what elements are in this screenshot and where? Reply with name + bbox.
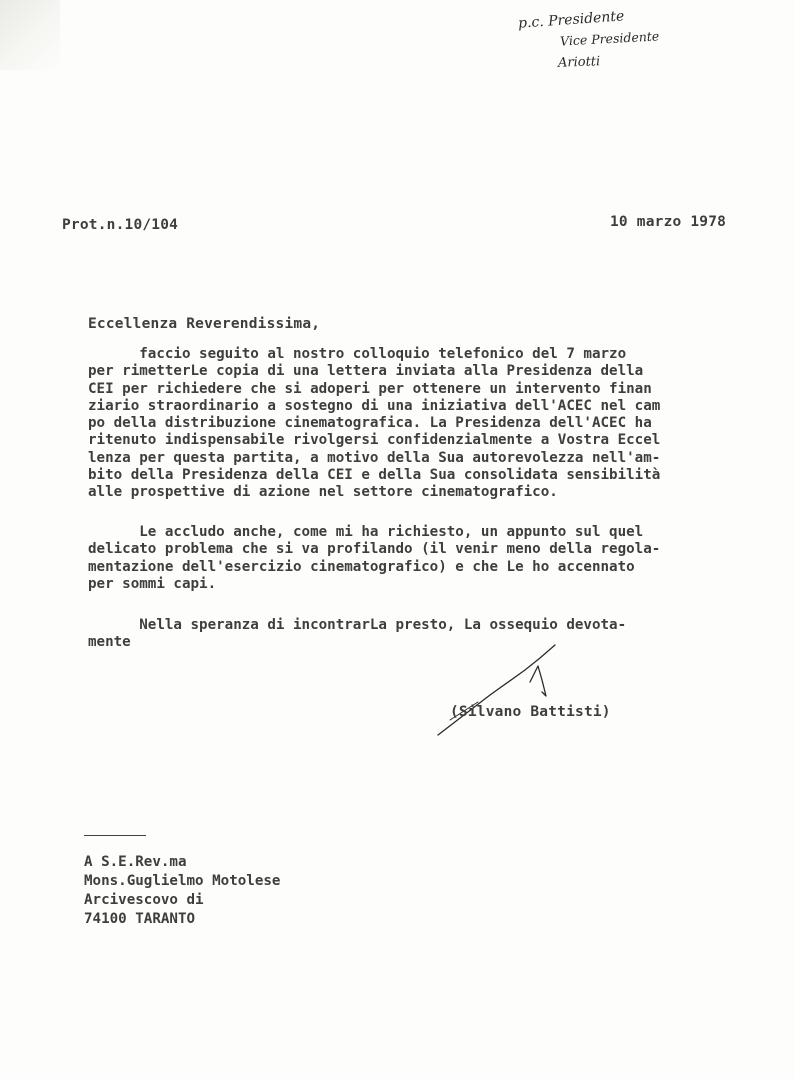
- handwritten-note-line-3: Ariotti: [557, 54, 601, 71]
- body-paragraph-1: [88, 346, 660, 502]
- body-line: mente: [88, 634, 131, 651]
- body-line: CEI per richiedere che si adoperi per ottenere un intervento finan: [88, 380, 652, 397]
- body-paragraph-2: [88, 524, 660, 593]
- salutation: Eccellenza Reverendissima,: [88, 316, 321, 332]
- recipient-address: [84, 853, 280, 929]
- body-line: ziario straordinario a sostegno di una iniziativa dell'ACEC nel cam: [88, 397, 661, 414]
- body-line: bito della Presidenza della CEI e della Sua consolidata sensibilità: [88, 467, 661, 484]
- body-line: alle prospettive di azione nel settore cinematografico.: [88, 484, 558, 501]
- handwritten-note-line-1: p.c. Presidente: [517, 8, 625, 32]
- body-line: per sommi capi.: [88, 575, 217, 592]
- signatory-name: (Silvano Battisti): [450, 704, 611, 720]
- body-line: ritenuto indispensabile rivolgersi confidenzialmente a Vostra Eccel: [88, 432, 661, 449]
- handwritten-signature: [430, 640, 580, 740]
- body-line: Nella speranza di incontrarLa presto, La ossequio devota-: [88, 617, 627, 633]
- address-line: Arcivescovo di: [84, 892, 204, 908]
- address-line: Mons.Guglielmo Motolese: [84, 873, 281, 889]
- address-divider: [84, 835, 146, 836]
- body-line: per rimetterLe copia di una lettera inviata alla Presidenza della: [88, 363, 644, 380]
- body-line: delicato problema che si va profilando (il venir meno della regola-: [88, 541, 661, 558]
- body-line: lenza per questa partita, a motivo della Sua autorevolezza nell'am-: [88, 449, 661, 466]
- body-line: faccio seguito al nostro colloquio telefonico del 7 marzo: [88, 346, 627, 362]
- address-line: 74100 TARANTO: [84, 911, 196, 927]
- letter-date: 10 marzo 1978: [610, 214, 727, 230]
- body-line: Le accludo anche, come mi ha richiesto, un appunto sul quel: [88, 524, 644, 540]
- paper-fold-corner: [0, 0, 60, 70]
- body-line: po della distribuzione cinematografica. La Presidenza dell'ACEC ha: [88, 415, 652, 432]
- protocol-number: Prot.n.10/104: [62, 217, 179, 233]
- handwritten-note-line-2: Vice Presidente: [559, 28, 660, 49]
- address-line: A S.E.Rev.ma: [84, 854, 187, 870]
- body-line: mentazione dell'esercizio cinematografico) e che Le ho accennato: [88, 558, 635, 575]
